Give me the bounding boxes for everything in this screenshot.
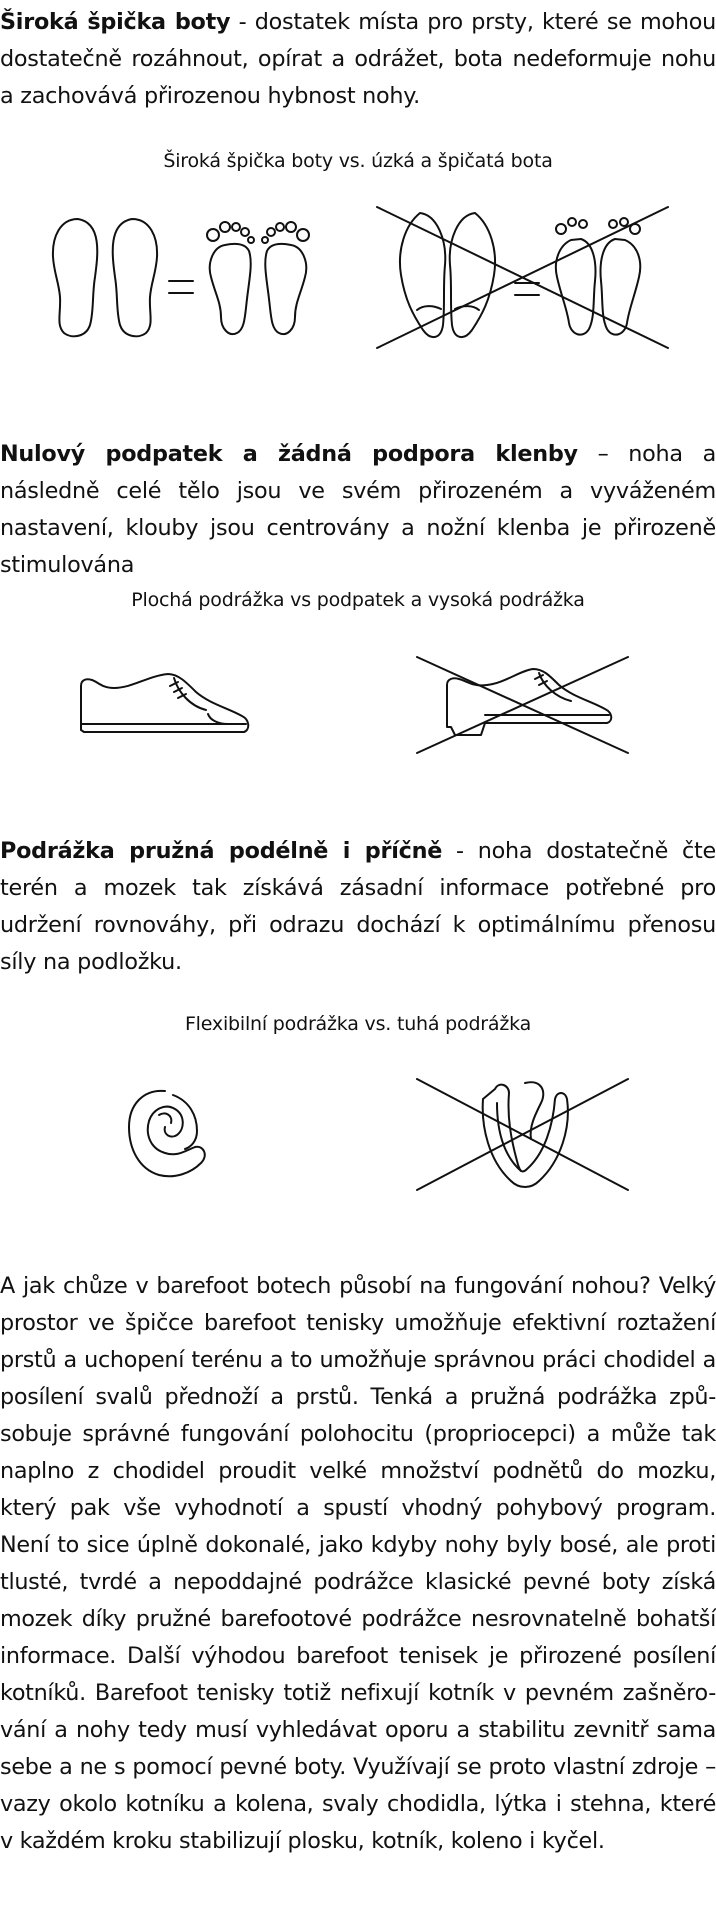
heading-flexible-sole: Podrážka pružná podélně i příčně: [0, 838, 443, 864]
crossed-rigid-sole-icon: [415, 1077, 630, 1192]
text-wide-toe: - dostatek místa pro prsty, které se mohou dostatečně rozáhnout, opírat a odrážet, bota nedeformuje nohu a zachovává přirozenou hybnost nohy.: [0, 9, 716, 109]
paragraph-wide-toe: [0, 4, 716, 115]
crossed-heeled-shoe-icon: [415, 655, 630, 755]
crossed-narrow-shoe-icon: [375, 205, 670, 350]
rolled-flexible-sole-icon: [125, 1087, 210, 1182]
caption-zero-drop: Plochá podrážka vs podpatek a vysoká podrážka: [131, 589, 585, 611]
paragraph-zero-drop: [0, 436, 716, 584]
heading-zero-drop: Nulový podpatek a žádná podpora klenby: [0, 441, 578, 467]
caption-flexible-sole: Flexibilní podrážka vs. tuhá podrážka: [184, 1013, 532, 1035]
text-flexible-sole: - noha dostatečně čte terén a mozek tak získává zásadní informace potřebné pro udržení rovnováhy, při odrazu dochází k optimálnímu přenosu síly na podložku.: [0, 838, 716, 975]
closing-paragraph: A jak chůze v barefoot botech působí na fungování nohou? Velký prostor ve špičce barefoot tenisky umožňuje efektivní roztažení prstů a uchopení terénu a to umožňuje správnou práci chodidel a posílení svalů přednoží a prstů. Tenká a pružná podrážka způ-sobuje správné fungování polohocitu (propriocepci) a může tak naplno z chodidel proudit velké množství podnětů do mozku, který pak vše vyhodnotí a spustí vhodný pohybový program. Není to sice úplně dokonalé, jako kdyby nohy byly bosé, ale proti tlusté, tvrdé a nepoddajné podrážce klasické pevné boty získá mozek díky pružné barefootové podrážce nesrovnatelně bohatší informace. Další výhodou barefoot tenisek je přirozené posílení kotníků. Barefoot tenisky totiž nefixují kotník v pevném zašněro-vání a nohy tedy musí vyhledávat oporu a stabilitu zevnitř sama sebe a ne s pomocí pevné boty. Využívají se proto vlastní zdroje – vazy okolo kotníku a kolena, svaly chodidla, lýtka i stehna, které v každém kroku stabilizují plosku, kotník, koleno i kyčel.: [0, 1273, 716, 1854]
heading-wide-toe: Široká špička boty: [0, 9, 231, 35]
paragraph-flexible-sole: [0, 833, 716, 981]
flat-shoe-icon: [78, 672, 253, 740]
wide-sole-outline-icon: [50, 215, 160, 340]
bare-feet-icon: [203, 215, 313, 340]
equals-icon: [168, 277, 194, 297]
caption-wide-toe: Široká špička boty vs. úzká a špičatá bota: [163, 150, 553, 172]
text-zero-drop: – noha a následně celé tělo jsou ve svém přirozeném a vyváženém nastavení, klouby jsou centrovány a nožní klenba je přirozeně stimulována: [0, 441, 716, 578]
